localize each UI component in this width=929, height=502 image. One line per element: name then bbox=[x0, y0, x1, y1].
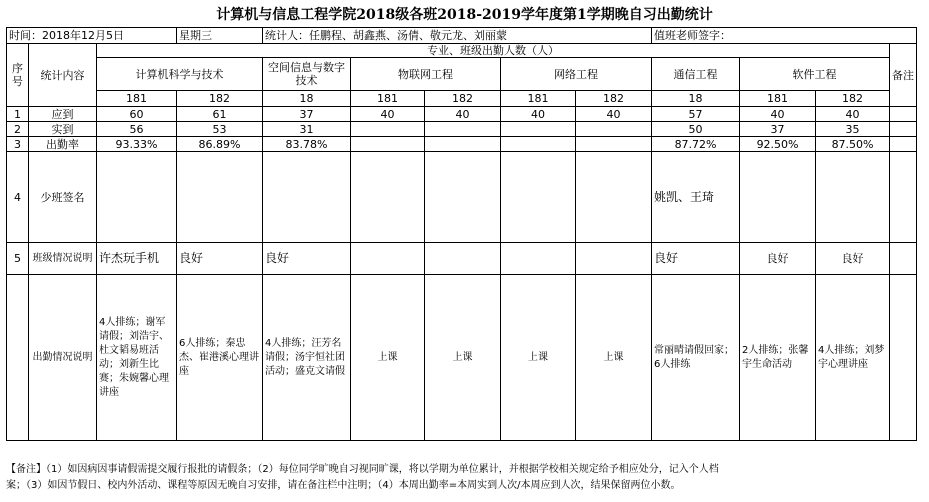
major-network: 网络工程 bbox=[501, 58, 652, 91]
group-title-header: 专业、班级出勤人数（人） bbox=[97, 44, 890, 58]
cell-value: 姚凯、王琦 bbox=[652, 152, 740, 243]
cell-value: 56 bbox=[97, 122, 177, 137]
cell-value: 40 bbox=[576, 107, 652, 122]
cell-value: 37 bbox=[740, 122, 816, 137]
footer-notes bbox=[6, 462, 915, 494]
cell-value: 上课 bbox=[501, 275, 576, 441]
footer-line: 【备注】（1）如因病因事请假需提交履行报批的请假条；（2）每位同学旷晚自习视同旷课，将以学期为单位累计，并根据学校相关规定给予相应处分，记入个人档 bbox=[6, 464, 719, 475]
cell-value bbox=[740, 152, 816, 243]
row-seq: 1 bbox=[7, 107, 29, 122]
cell-value bbox=[501, 152, 576, 243]
class-header: 18 bbox=[263, 91, 351, 107]
row-label: 实到 bbox=[29, 122, 97, 137]
notes-cell bbox=[890, 152, 917, 243]
class-header: 182 bbox=[425, 91, 501, 107]
cell-value: 57 bbox=[652, 107, 740, 122]
class-header: 182 bbox=[816, 91, 890, 107]
info-row bbox=[7, 28, 917, 44]
cell-value: 上课 bbox=[425, 275, 501, 441]
cell-value: 40 bbox=[425, 107, 501, 122]
cell-value bbox=[576, 152, 652, 243]
cell-value: 53 bbox=[177, 122, 263, 137]
row-label: 出勤情况说明 bbox=[29, 275, 97, 441]
cell-value bbox=[576, 137, 652, 152]
cell-value: 87.72% bbox=[652, 137, 740, 152]
cell-value: 35 bbox=[816, 122, 890, 137]
major-software: 软件工程 bbox=[740, 58, 890, 91]
class-header: 181 bbox=[97, 91, 177, 107]
cell-value: 40 bbox=[351, 107, 425, 122]
notes-cell bbox=[890, 122, 917, 137]
cell-value: 4人排练；谢军请假；刘浩宇、杜文韬易班活动；刘新生比赛；朱婉馨心理讲座 bbox=[97, 275, 177, 441]
stats-people-text: 统计人：任鹏程、胡鑫燕、汤倩、敬元龙、刘丽蒙 bbox=[263, 28, 652, 44]
row-label: 出勤率 bbox=[29, 137, 97, 152]
cell-value: 良好 bbox=[816, 243, 890, 275]
cell-value: 92.50% bbox=[740, 137, 816, 152]
cell-value bbox=[425, 152, 501, 243]
notes-cell bbox=[890, 137, 917, 152]
table-row bbox=[7, 107, 917, 122]
cell-value bbox=[425, 122, 501, 137]
group-header-row bbox=[7, 44, 917, 58]
cell-value: 50 bbox=[652, 122, 740, 137]
footer-line: 案；（3）如因节假日、校内外活动、课程等原因无晚自习安排，请在备注栏中注明；（4）本周出勤率=本周实到人次/本周应到人次，结果保留两位小数。 bbox=[6, 480, 681, 491]
cell-value bbox=[816, 152, 890, 243]
cell-value bbox=[576, 243, 652, 275]
cell-value: 60 bbox=[97, 107, 177, 122]
cell-value: 常丽晴请假回家；6人排练 bbox=[652, 275, 740, 441]
class-header: 182 bbox=[576, 91, 652, 107]
class-header-row bbox=[7, 91, 917, 107]
cell-value: 40 bbox=[501, 107, 576, 122]
cell-value bbox=[177, 152, 263, 243]
cell-value: 4人排练；汪芳名请假；汤宇恒社团活动；盛克文请假 bbox=[263, 275, 351, 441]
class-header: 181 bbox=[740, 91, 816, 107]
weekday-text: 星期三 bbox=[177, 28, 263, 44]
cell-value bbox=[501, 122, 576, 137]
cell-value: 93.33% bbox=[97, 137, 177, 152]
cell-value: 许杰玩手机 bbox=[97, 243, 177, 275]
row-seq: 4 bbox=[7, 152, 29, 243]
cell-value: 2人排练；张馨宇生命活动 bbox=[740, 275, 816, 441]
cell-value: 上课 bbox=[576, 275, 652, 441]
class-header: 181 bbox=[501, 91, 576, 107]
notes-cell bbox=[890, 243, 917, 275]
row-label: 应到 bbox=[29, 107, 97, 122]
class-header: 181 bbox=[351, 91, 425, 107]
page-title: 计算机与信息工程学院2018级各班2018-2019学年度第1学期晚自习出勤统计 bbox=[216, 7, 713, 23]
major-header-row bbox=[7, 58, 917, 91]
table-row bbox=[7, 243, 917, 275]
cell-value bbox=[351, 137, 425, 152]
attendance-table bbox=[6, 27, 917, 441]
cell-value bbox=[501, 243, 576, 275]
cell-value: 4人排练；刘梦宇心理讲座 bbox=[816, 275, 890, 441]
cell-value: 6人排练；秦忠杰、崔港溪心理讲座 bbox=[177, 275, 263, 441]
row-label: 少班签名 bbox=[29, 152, 97, 243]
teacher-sign-text: 值班老师签字： bbox=[652, 28, 917, 44]
row-seq: 2 bbox=[7, 122, 29, 137]
class-header: 18 bbox=[652, 91, 740, 107]
class-header: 182 bbox=[177, 91, 263, 107]
cell-value: 良好 bbox=[652, 243, 740, 275]
major-comm: 通信工程 bbox=[652, 58, 740, 91]
cell-value: 40 bbox=[740, 107, 816, 122]
cell-value bbox=[97, 152, 177, 243]
notes-cell bbox=[890, 107, 917, 122]
notes-cell bbox=[890, 275, 917, 441]
row-seq: 3 bbox=[7, 137, 29, 152]
row-seq bbox=[7, 275, 29, 441]
cell-value: 良好 bbox=[263, 243, 351, 275]
cell-value: 37 bbox=[263, 107, 351, 122]
cell-value bbox=[576, 122, 652, 137]
cell-value: 86.89% bbox=[177, 137, 263, 152]
table-row bbox=[7, 152, 917, 243]
cell-value bbox=[351, 243, 425, 275]
cell-value bbox=[425, 243, 501, 275]
cell-value bbox=[425, 137, 501, 152]
major-spatial: 空间信息与数字技术 bbox=[263, 58, 351, 91]
cell-value: 良好 bbox=[740, 243, 816, 275]
cell-value bbox=[351, 122, 425, 137]
row-label: 班级情况说明 bbox=[29, 243, 97, 275]
cell-value: 61 bbox=[177, 107, 263, 122]
table-row bbox=[7, 137, 917, 152]
cell-value: 31 bbox=[263, 122, 351, 137]
stat-content-header: 统计内容 bbox=[29, 44, 97, 107]
table-row bbox=[7, 122, 917, 137]
cell-value: 上课 bbox=[351, 275, 425, 441]
major-cs: 计算机科学与技术 bbox=[97, 58, 263, 91]
notes-header: 备注 bbox=[890, 44, 917, 107]
seq-header: 序号 bbox=[7, 44, 29, 107]
major-iot: 物联网工程 bbox=[351, 58, 501, 91]
cell-value: 83.78% bbox=[263, 137, 351, 152]
table-row bbox=[7, 275, 917, 441]
cell-value: 87.50% bbox=[816, 137, 890, 152]
date-text: 时间：2018年12月5日 bbox=[7, 28, 177, 44]
cell-value bbox=[263, 152, 351, 243]
cell-value: 40 bbox=[816, 107, 890, 122]
row-seq: 5 bbox=[7, 243, 29, 275]
cell-value bbox=[501, 137, 576, 152]
cell-value: 良好 bbox=[177, 243, 263, 275]
cell-value bbox=[351, 152, 425, 243]
